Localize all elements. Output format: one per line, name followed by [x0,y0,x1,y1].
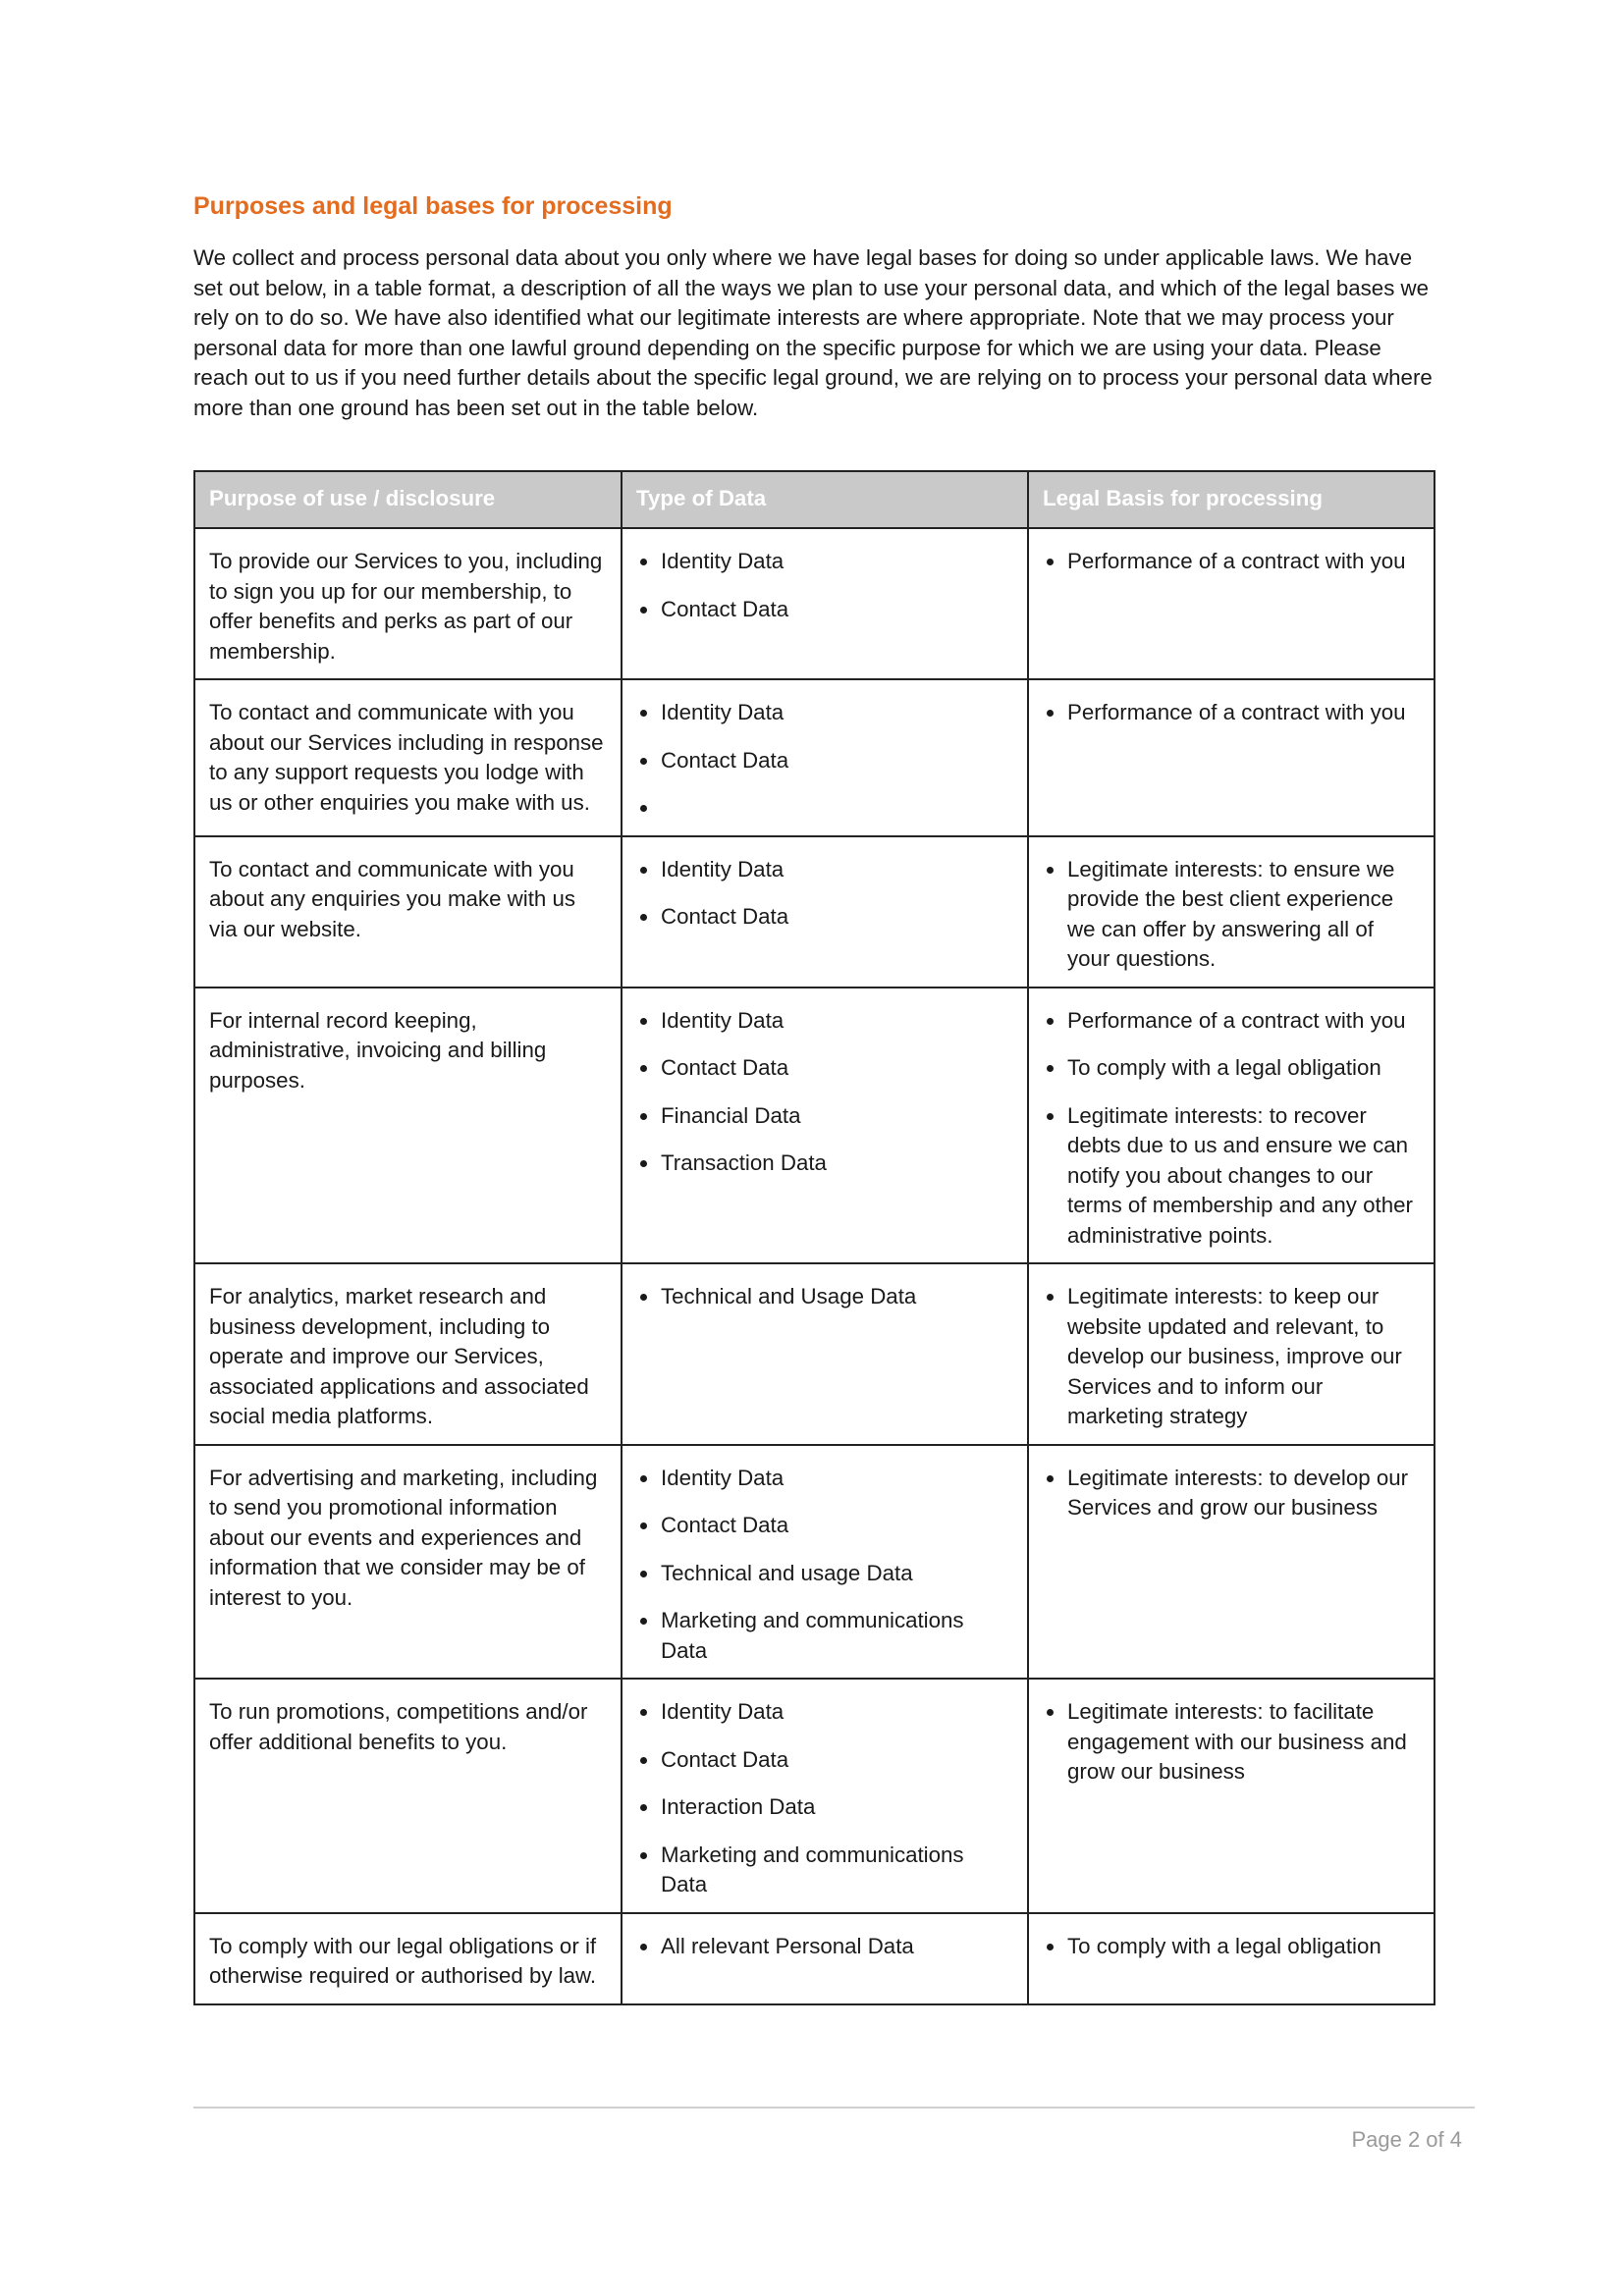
legal-basis-list [1043,1282,1420,1432]
purpose-cell: For analytics, market research and business development, including to operate and improve our Services, associated applications and associated social media platforms. [194,1263,622,1445]
legal-basis-cell [1028,1263,1435,1445]
type-of-data-list [636,1464,1013,1667]
header-purpose: Purpose of use / disclosure [194,471,622,528]
table-body [194,528,1435,2004]
table-header-row [194,471,1435,528]
purpose-cell: To contact and communicate with you about our Services including in response to any support requests you lodge with us or other enquiries you make with us. [194,679,622,836]
legal-basis-item: Legitimate interests: to keep our website updated and relevant, to develop our business, improve our Services and to inform our marketing strategy [1043,1282,1420,1432]
legal-basis-cell [1028,528,1435,679]
type-of-data-list [636,1697,1013,1900]
type-of-data-list [636,1006,1013,1179]
type-of-data-list [636,1282,1013,1312]
type-of-data-cell [622,988,1028,1264]
legal-basis-item: Legitimate interests: to ensure we provide the best client experience we can offer by answering all of your questions. [1043,855,1420,975]
type-of-data-list [636,855,1013,933]
type-of-data-cell [622,836,1028,988]
data-type-item: Identity Data [636,855,1013,885]
type-of-data-cell [622,1263,1028,1445]
header-legal-basis: Legal Basis for processing [1028,471,1435,528]
data-type-item [636,793,1013,824]
legal-basis-item: Legitimate interests: to develop our Services and grow our business [1043,1464,1420,1523]
legal-basis-cell [1028,1679,1435,1913]
legal-basis-item: Legitimate interests: to facilitate engagement with our business and grow our business [1043,1697,1420,1788]
legal-basis-list [1043,1932,1420,1962]
purpose-cell: For advertising and marketing, including to send you promotional information about our events and experiences and information that we consider may be of interest to you. [194,1445,622,1680]
page-number: Page 2 of 4 [1351,2127,1462,2152]
type-of-data-cell [622,528,1028,679]
data-type-item: Contact Data [636,902,1013,933]
purpose-cell: To contact and communicate with you about any enquiries you make with us via our website. [194,836,622,988]
legal-basis-item: Performance of a contract with you [1043,698,1420,728]
purpose-cell: For internal record keeping, administrative, invoicing and billing purposes. [194,988,622,1264]
data-type-item: Contact Data [636,746,1013,776]
header-type-of-data: Type of Data [622,471,1028,528]
legal-basis-item: Performance of a contract with you [1043,1006,1420,1037]
table-row [194,1263,1435,1445]
legal-basis-cell [1028,836,1435,988]
data-type-item: All relevant Personal Data [636,1932,1013,1962]
legal-basis-list [1043,1697,1420,1788]
data-type-item: Interaction Data [636,1792,1013,1823]
type-of-data-cell [622,1913,1028,2004]
intro-paragraph: We collect and process personal data about you only where we have legal bases for doing so under applicable laws. We have set out below, in a table format, a description of all the ways we plan to use your personal data, and which of the legal bases we rely on to do so. We have also identified what our legitimate interests are where appropriate. Note that we may process your personal data for more than one lawful ground depending on the specific purpose for which we are using your data. Please reach out to us if you need further details about the specific legal ground, we are relying on to process your personal data where more than one ground has been set out in the table below. [193,245,1433,420]
legal-basis-cell [1028,1445,1435,1680]
footer-divider [193,2107,1475,2109]
type-of-data-list [636,1932,1013,1962]
legal-basis-cell [1028,679,1435,836]
table-row [194,528,1435,679]
legal-basis-item: Performance of a contract with you [1043,547,1420,577]
legal-basis-cell [1028,1913,1435,2004]
processing-purposes-table [193,470,1435,2005]
data-type-item: Financial Data [636,1101,1013,1132]
legal-basis-cell [1028,988,1435,1264]
data-type-item: Contact Data [636,1511,1013,1541]
legal-basis-list [1043,698,1420,728]
data-type-item: Contact Data [636,1053,1013,1084]
data-type-item: Marketing and communications Data [636,1841,1013,1900]
data-type-item: Identity Data [636,698,1013,728]
table-row [194,679,1435,836]
table-row [194,1445,1435,1680]
data-type-item: Contact Data [636,595,1013,625]
data-type-item: Transaction Data [636,1148,1013,1179]
data-type-item: Identity Data [636,1464,1013,1494]
type-of-data-cell [622,679,1028,836]
legal-basis-item: To comply with a legal obligation [1043,1053,1420,1084]
type-of-data-list [636,547,1013,624]
table-row [194,1913,1435,2004]
purpose-cell: To provide our Services to you, including to sign you up for our membership, to offer benefits and perks as part of our membership. [194,528,622,679]
legal-basis-list [1043,1464,1420,1523]
data-type-item: Contact Data [636,1745,1013,1776]
data-type-item: Technical and Usage Data [636,1282,1013,1312]
type-of-data-cell [622,1445,1028,1680]
legal-basis-list [1043,855,1420,975]
data-type-item: Identity Data [636,547,1013,577]
data-type-item: Technical and usage Data [636,1559,1013,1589]
legal-basis-item: To comply with a legal obligation [1043,1932,1420,1962]
table-row [194,836,1435,988]
legal-basis-list [1043,547,1420,577]
data-type-item: Identity Data [636,1006,1013,1037]
type-of-data-cell [622,1679,1028,1913]
purpose-cell: To run promotions, competitions and/or offer additional benefits to you. [194,1679,622,1913]
legal-basis-list [1043,1006,1420,1252]
section-heading: Purposes and legal bases for processing [193,192,673,220]
legal-basis-item: Legitimate interests: to recover debts due to us and ensure we can notify you about changes to our terms of membership and any other administrative points. [1043,1101,1420,1252]
purpose-cell: To comply with our legal obligations or if otherwise required or authorised by law. [194,1913,622,2004]
table-row [194,1679,1435,1913]
data-type-item: Identity Data [636,1697,1013,1728]
data-type-item: Marketing and communications Data [636,1606,1013,1666]
table-row [194,988,1435,1264]
type-of-data-list [636,698,1013,824]
